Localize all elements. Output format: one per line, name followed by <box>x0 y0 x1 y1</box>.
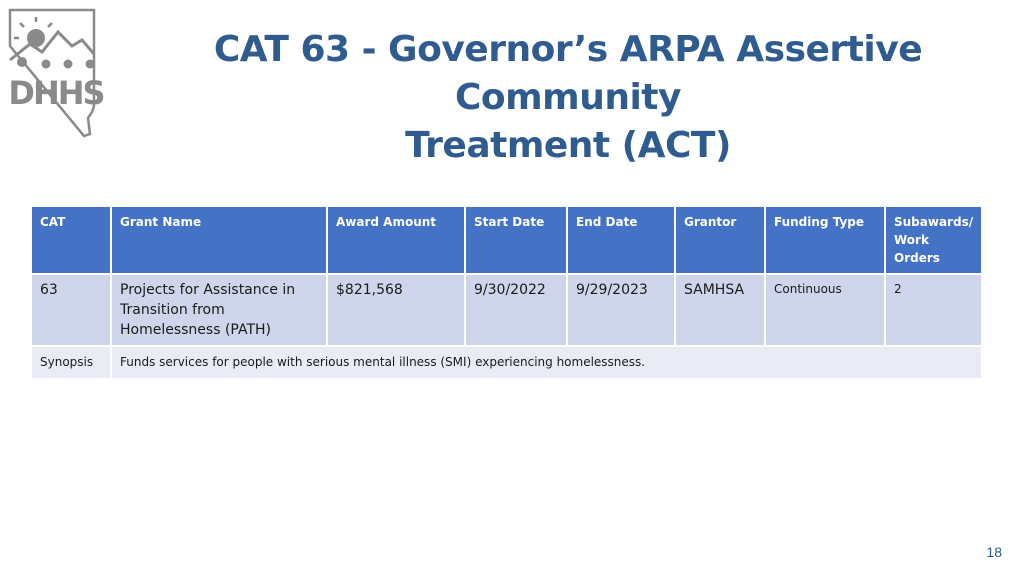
cell-award-amount: $821,568 <box>328 275 464 345</box>
header-cat: CAT <box>32 207 110 273</box>
mountain-shape <box>10 32 94 60</box>
header-subawards: Subawards/ Work Orders <box>886 207 981 273</box>
sun-shape <box>27 29 45 47</box>
cell-cat: 63 <box>32 275 110 345</box>
page-number: 18 <box>986 544 1002 560</box>
cell-start-date: 9/30/2022 <box>466 275 566 345</box>
header-funding-type: Funding Type <box>766 207 884 273</box>
title-line-1: CAT 63 - Governor’s ARPA Assertive Community <box>213 29 923 118</box>
table-header-row <box>32 207 981 273</box>
dhhs-logo <box>6 6 110 140</box>
logo-text: DHHS <box>8 74 104 112</box>
header-start-date: Start Date <box>466 207 566 273</box>
synopsis-row <box>32 347 981 378</box>
title-line-2: Treatment (ACT) <box>405 125 731 166</box>
page-title <box>118 26 1018 170</box>
table-row <box>32 275 981 345</box>
grant-table <box>30 205 983 380</box>
cell-grant-name: Projects for Assistance in Transition from Homelessness (PATH) <box>112 275 326 345</box>
header-grant-name: Grant Name <box>112 207 326 273</box>
cell-subawards: 2 <box>886 275 981 345</box>
cell-grantor: SAMHSA <box>676 275 764 345</box>
header-end-date: End Date <box>568 207 674 273</box>
cell-end-date: 9/29/2023 <box>568 275 674 345</box>
header-grantor: Grantor <box>676 207 764 273</box>
synopsis-label: Synopsis <box>32 347 110 378</box>
nevada-outline-shape <box>10 10 94 136</box>
cell-funding-type: Continuous <box>766 275 884 345</box>
synopsis-text: Funds services for people with serious mental illness (SMI) experiencing homelessness. <box>112 347 981 378</box>
header-award-amount: Award Amount <box>328 207 464 273</box>
